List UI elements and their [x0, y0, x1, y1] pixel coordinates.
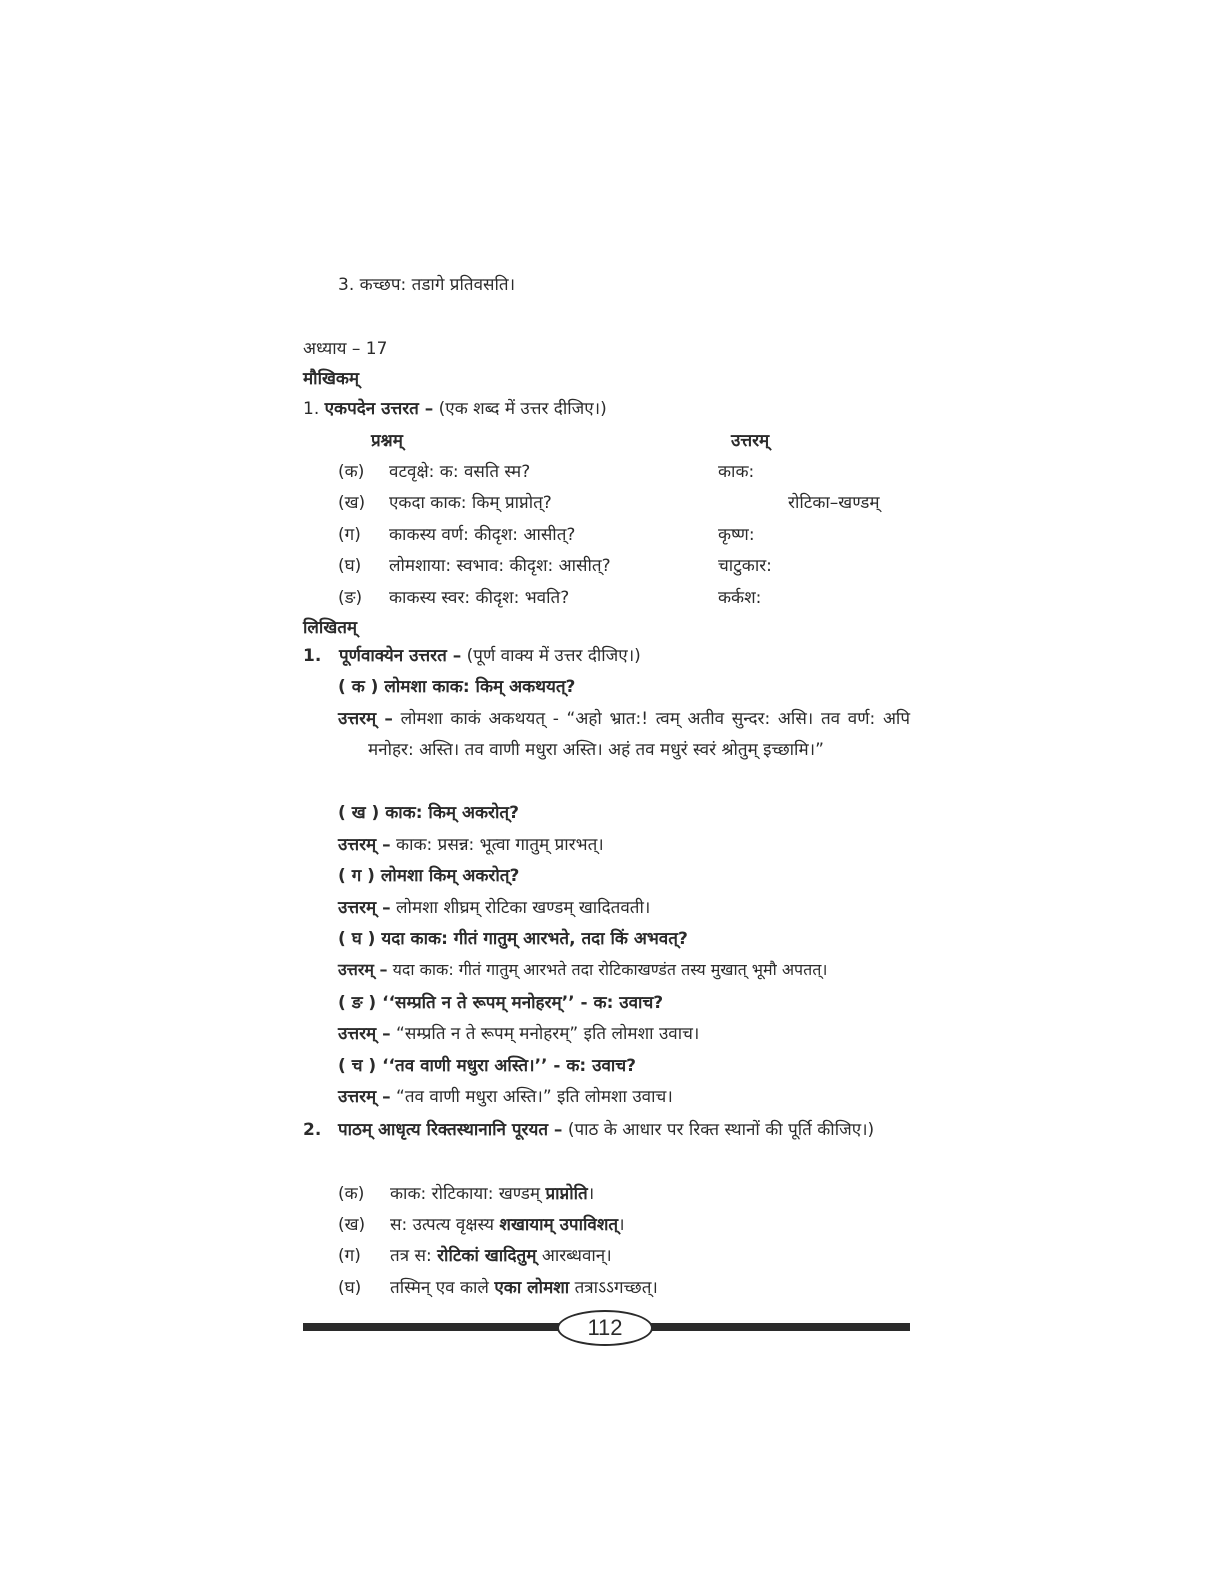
item-post: तत्राऽऽगच्छत्।: [574, 1278, 658, 1298]
row-question: काकस्य स्वर: कीदृश: भवति?: [389, 588, 570, 608]
question-number: 1.: [303, 646, 322, 666]
answer-text: यदा काक: गीतं गातुम् आरभते तदा रोटिकाखण्डंत तस्य मुखात् भूमौ अपतत्।: [392, 960, 828, 979]
item-label: (ग): [338, 1246, 361, 1266]
chapter-heading: अध्याय – 17: [303, 339, 388, 359]
item-label: (ख): [338, 1215, 366, 1235]
oral-heading: मौखिकम्: [303, 369, 360, 389]
item-post: आरब्धवान्।: [541, 1246, 612, 1266]
oral-question-1: [303, 396, 607, 419]
answer-block: [338, 704, 910, 766]
list-item: [338, 1243, 612, 1266]
question-hint: (पाठ के आधार पर रिक्त स्थानों की पूर्ति कीजिए।): [567, 1120, 875, 1140]
row-question: लोमशाया: स्वभाव: कीदृश: आसीत्?: [389, 556, 611, 576]
row-label: (ङ): [338, 588, 363, 608]
answer-block: [338, 832, 604, 855]
written-heading: लिखितम्: [303, 618, 358, 638]
item-pre: स: उत्पत्य वृक्षस्य: [390, 1215, 494, 1235]
sub-question: ( ख ) काक: किम् अकरोत्?: [338, 803, 519, 823]
answer-text: “तव वाणी मधुरा अस्ति।” इति लोमशा उवाच।: [396, 1087, 673, 1107]
list-item: [338, 1181, 594, 1204]
question-number: 2.: [303, 1120, 322, 1140]
column-header-answer: उत्तरम्: [731, 431, 770, 451]
row-label: (ख): [338, 493, 366, 513]
item-pre: काक: रोटिकाया: खण्डम्: [390, 1184, 541, 1204]
answer-prefix: उत्तरम् –: [338, 709, 393, 729]
question-title: एकपदेन उत्तरत –: [324, 399, 434, 419]
item-pre: तत्र स:: [390, 1246, 432, 1266]
item-answer: शखायाम् उपाविशत्: [499, 1215, 619, 1235]
page-number: 112: [557, 1310, 653, 1346]
sub-question: ( ङ ) ‘‘सम्प्रति न ते रूपम् मनोहरम्’’ - क: उवाच?: [338, 993, 664, 1013]
answer-prefix: उत्तरम् –: [338, 960, 388, 979]
item-post: ।: [587, 1184, 595, 1204]
answer-text: काक: प्रसन्न: भूत्वा गातुम् प्रारभत्।: [396, 835, 604, 855]
written-question-2: [303, 1115, 910, 1146]
sub-question: ( च ) ‘‘तव वाणी मधुरा अस्ति।’’ - क: उवाच?: [338, 1056, 636, 1076]
item-post: ।: [618, 1215, 625, 1235]
item-answer: एका लोमशा: [494, 1278, 570, 1298]
column-header-question: प्रश्नम्: [371, 431, 403, 451]
answer-prefix: उत्तरम् –: [338, 898, 391, 918]
answer-prefix: उत्तरम् –: [338, 1024, 391, 1044]
row-question: काकस्य वर्ण: कीदृश: आसीत्?: [389, 525, 576, 545]
answer-prefix: उत्तरम् –: [338, 1087, 391, 1107]
sub-question: ( क ) लोमशा काक: किम् अकथयत्?: [338, 677, 576, 697]
question-title: पूर्णवाक्येन उत्तरत –: [339, 646, 462, 666]
question-number: 1.: [303, 399, 320, 419]
answer-block: [338, 1084, 673, 1107]
sub-question: ( घ ) यदा काक: गीतं गातुम् आरभते, तदा किं अभवत्?: [338, 929, 688, 949]
row-answer: काक:: [718, 462, 755, 482]
row-label: (घ): [338, 556, 362, 576]
answer-block: [338, 1021, 699, 1044]
row-label: (ग): [338, 525, 361, 545]
written-question-1: [303, 643, 641, 666]
answer-text: लोमशा शीघ्रम् रोटिका खण्डम् खादितवती।: [396, 898, 651, 918]
item-answer: रोटिकां खादितुम्: [437, 1246, 537, 1266]
list-item: [338, 1275, 658, 1298]
sub-question: ( ग ) लोमशा किम् अकरोत्?: [338, 866, 520, 886]
row-label: (क): [338, 462, 365, 482]
row-answer: चाटुकार:: [718, 556, 772, 576]
row-question: एकदा काक: किम् प्राप्नोत्?: [389, 493, 552, 513]
question-hint: (एक शब्द में उत्तर दीजिए।): [438, 399, 607, 419]
item-label: (घ): [338, 1278, 362, 1298]
footer-rule-right: [647, 1323, 910, 1331]
row-answer: कृष्ण:: [718, 525, 755, 545]
list-item: [338, 1212, 625, 1235]
previous-answer-line: 3. कच्छप: तडागे प्रतिवसति।: [338, 275, 516, 295]
answer-block: [338, 958, 827, 980]
question-hint: (पूर्ण वाक्य में उत्तर दीजिए।): [466, 646, 641, 666]
answer-prefix: उत्तरम् –: [338, 835, 391, 855]
item-pre: तस्मिन् एव काले: [390, 1278, 489, 1298]
row-answer: कर्कश:: [718, 588, 762, 608]
row-answer: रोटिका–खण्डम्: [788, 493, 880, 513]
item-answer: प्राप्नोति: [545, 1184, 588, 1204]
row-question: वटवृक्षे: क: वसति स्म?: [389, 462, 531, 482]
footer-rule-left: [303, 1323, 559, 1331]
answer-block: [338, 895, 650, 918]
item-label: (क): [338, 1184, 365, 1204]
answer-text: “सम्प्रति न ते रूपम् मनोहरम्” इति लोमशा उवाच।: [396, 1024, 700, 1044]
answer-text: लोमशा काकं अकथयत् - “अहो भ्रात:! त्वम् अतीव सुन्दर: असि। तव वर्ण: अपि मनोहर: अस्ति। तव वाणी मधुरा अस्ति। अहं तव मधुरं स्वरं श्रोतुम् इच्छामि।”: [368, 709, 910, 760]
question-title: पाठम् आधृत्य रिक्तस्थानानि पूरयत –: [338, 1120, 563, 1140]
